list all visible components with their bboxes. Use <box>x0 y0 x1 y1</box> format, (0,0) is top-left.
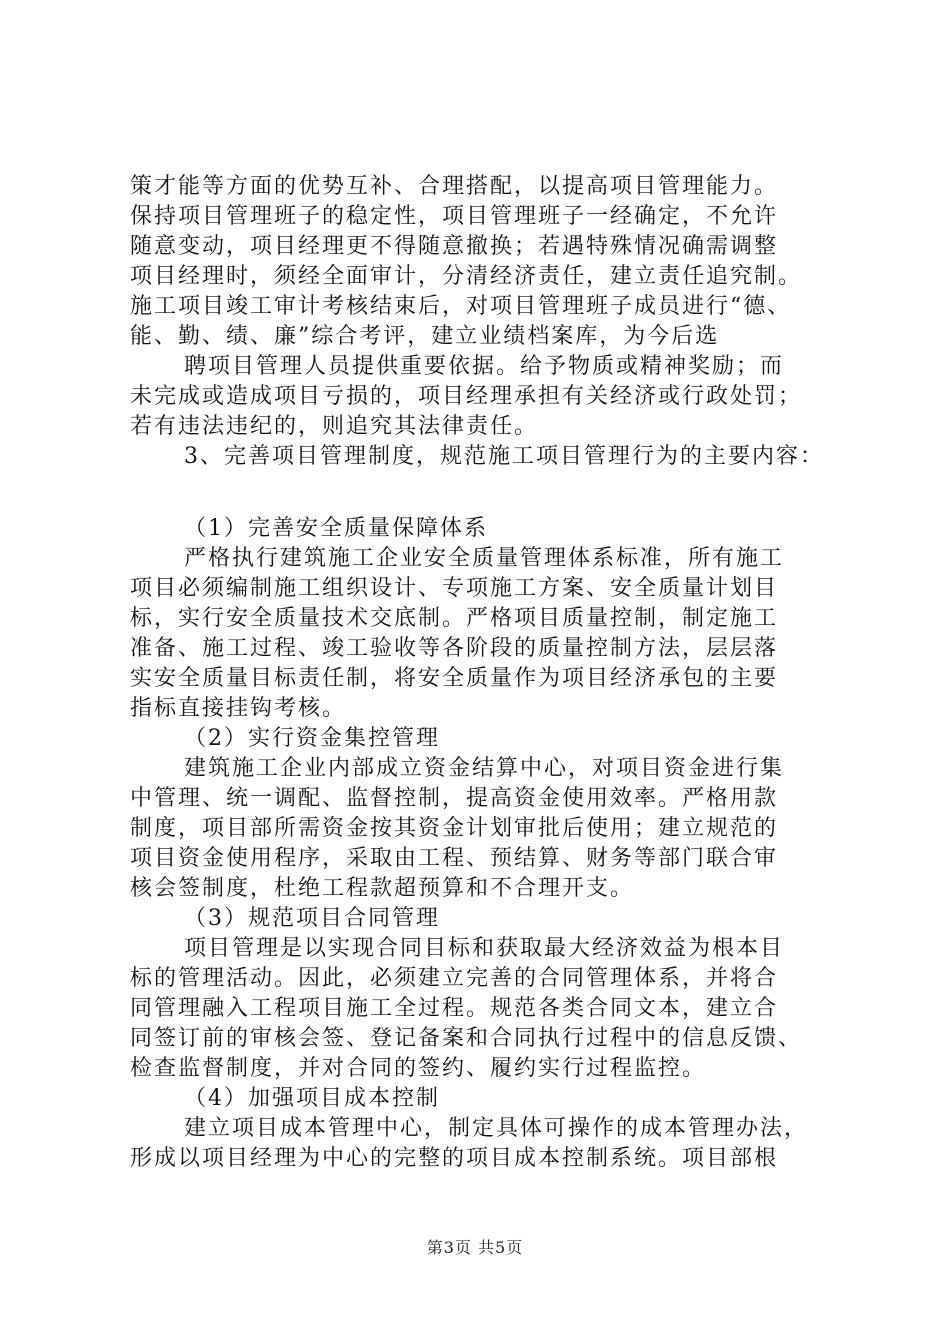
text-line: 项目必须编制施工组织设计、专项施工方案、安全质量计划目 <box>130 576 779 601</box>
text-line: 标，实行安全质量技术交底制。严格项目质量控制，制定施工 <box>130 606 779 631</box>
text-line: 指标直接挂钩考核。 <box>130 696 347 721</box>
subsection-heading: （1）完善安全质量保障体系 <box>184 516 488 541</box>
text-line: 项目管理是以实现合同目标和获取最大经济效益为根本目 <box>184 936 785 961</box>
text-line: 形成以项目经理为中心的完整的项目成本控制系统。项目部根 <box>130 1146 779 1171</box>
text-line: 建立项目成本管理中心，制定具体可操作的成本管理办法， <box>184 1116 809 1141</box>
text-line: 实安全质量目标责任制，将安全质量作为项目经济承包的主要 <box>130 666 779 691</box>
text-line: 检查监督制度，并对合同的签约、履约实行过程监控。 <box>130 1056 707 1081</box>
text-line: 未完成或造成项目亏损的，项目经理承担有关经济或行政处罚； <box>130 384 803 409</box>
text-line: 核会签制度，杜绝工程款超预算和不合理开支。 <box>130 876 635 901</box>
text-line: 能、勤、绩、廉”综合考评，建立业绩档案库，为今后选 <box>130 324 720 349</box>
text-line: 制度，项目部所需资金按其资金计划审批后使用；建立规范的 <box>130 816 779 841</box>
text-line: 同签订前的审核会签、登记备案和合同执行过程中的信息反馈、 <box>130 1026 803 1051</box>
text-line: 若有违法违纪的，则追究其法律责任。 <box>130 414 539 439</box>
text-line: 项目资金使用程序，采取由工程、预结算、财务等部门联合审 <box>130 846 779 871</box>
text-line: 严格执行建筑施工企业安全质量管理体系标准，所有施工 <box>184 546 785 571</box>
text-line: 项目经理时，须经全面审计，分清经济责任，建立责任追究制。 <box>130 264 803 289</box>
subsection-heading: （3）规范项目合同管理 <box>184 906 440 931</box>
text-line: 建筑施工企业内部成立资金结算中心，对项目资金进行集 <box>184 756 785 781</box>
text-line: 同管理融入工程项目施工全过程。规范各类合同文本，建立合 <box>130 996 779 1021</box>
document-body <box>130 172 860 1174</box>
page-indicator: 第3页 共5页 <box>426 1238 524 1257</box>
subsection-heading: （2）实行资金集控管理 <box>184 726 440 751</box>
text-line: 中管理、统一调配、监督控制，提高资金使用效率。严格用款 <box>130 786 779 811</box>
subsection-heading: （4）加强项目成本控制 <box>184 1086 440 1111</box>
text-line: 策才能等方面的优势互补、合理搭配，以提高项目管理能力。 <box>130 174 779 199</box>
text-line: 准备、施工过程、竣工验收等各阶段的质量控制方法，层层落 <box>130 636 779 661</box>
text-line: 保持项目管理班子的稳定性，项目管理班子一经确定，不允许 <box>130 204 779 229</box>
page-footer <box>0 1238 950 1258</box>
text-line: 随意变动，项目经理更不得随意撤换；若遇特殊情况确需调整 <box>130 234 779 259</box>
text-line: 施工项目竣工审计考核结束后，对项目管理班子成员进行“德、 <box>130 294 792 319</box>
section-heading: 3、完善项目管理制度，规范施工项目管理行为的主要内容： <box>184 444 824 469</box>
text-line: 聘项目管理人员提供重要依据。给予物质或精神奖励；而 <box>184 354 785 379</box>
paragraph-gap <box>130 472 860 514</box>
text-line: 标的管理活动。因此，必须建立完善的合同管理体系，并将合 <box>130 966 779 991</box>
